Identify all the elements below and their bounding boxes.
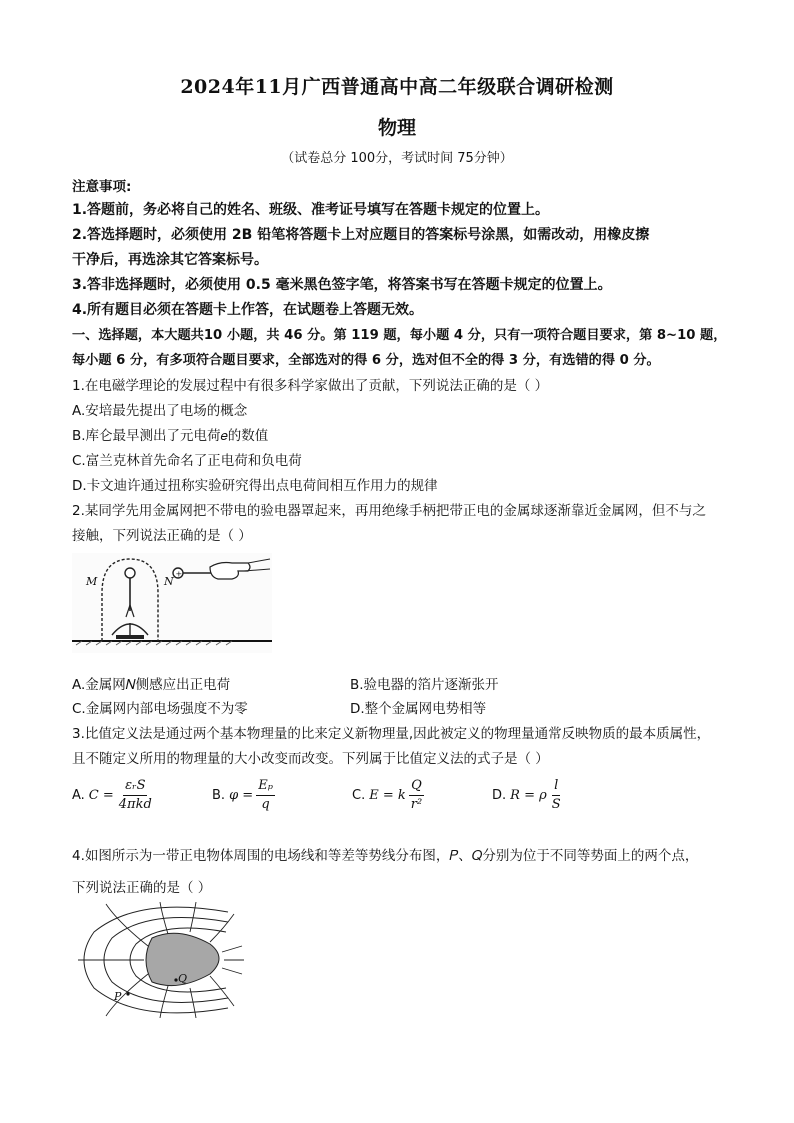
denominator: S [551, 797, 561, 812]
formula-lhs: φ = [229, 788, 254, 803]
question-3-option-c [352, 778, 427, 813]
denominator: r² [410, 797, 423, 812]
question-1-option-d: D.卡文迪许通过扭称实验研究得出点电荷间相互作用力的规律 [72, 478, 438, 494]
question-2-stem-line1: 2.某同学先用金属网把不带电的验电器罩起来，再用绝缘手柄把带正电的金属球逐渐靠近金属网，但不与之 [72, 503, 706, 519]
denominator: q [261, 797, 270, 812]
question-4-stem-line1: 4.如图所示为一带正电物体周围的电场线和等差等势线分布图，𝑃、𝑄分别为位于不同等势面上的两个点， [72, 848, 699, 864]
question-1-stem: 1.在电磁学理论的发展过程中有很多科学家做出了贡献，下列说法正确的是（ ） [72, 378, 549, 394]
label-q: Q [178, 972, 188, 985]
notices-heading: 注意事项: [72, 179, 132, 195]
numerator: Eₚ [256, 778, 275, 796]
formula-lhs: R = ρ [510, 788, 547, 803]
numerator: εᵣS [123, 778, 147, 796]
formula-fraction [256, 778, 275, 813]
question-2-stem-line2: 接触，下列说法正确的是（ ） [72, 528, 252, 544]
formula-fraction [409, 778, 424, 813]
numerator: Q [409, 778, 424, 796]
notice-item: 2.答选择题时，必须使用 2B 铅笔将答题卡上对应题目的答案标号涂黑，如需改动，用橡皮擦 [72, 227, 650, 243]
formula-lhs: C = [88, 788, 114, 803]
question-3-stem-line1: 3.比值定义法是通过两个基本物理量的比来定义新物理量,因此被定义的物理量通常反映物质的最本质属性， [72, 726, 711, 742]
numerator: l [552, 778, 560, 796]
question-2-option-b: B.验电器的箔片逐渐张开 [350, 677, 499, 693]
section-instructions-line1: 一、选择题，本大题共10 小题，共 46 分。第 119 题，每小题 4 分，只有一项符合题目要求，第 8~10 题， [72, 328, 727, 343]
question-3-option-d [492, 778, 566, 813]
electroscope-figure [72, 553, 272, 653]
question-1-option-b: B.库仑最早测出了元电荷𝑒的数值 [72, 428, 269, 444]
question-3-option-a [72, 778, 157, 813]
question-1-option-c: C.富兰克林首先命名了正电荷和负电荷 [72, 453, 302, 469]
notice-item: 1.答题前，务必将自己的姓名、班级、准考证号填写在答题卡规定的位置上。 [72, 202, 550, 218]
notice-item: 4.所有题目必须在答题卡上作答，在试题卷上答题无效。 [72, 302, 424, 318]
question-2-option-d: D.整个金属网电势相等 [350, 701, 487, 717]
option-label: A. [72, 788, 85, 803]
question-2-option-c: C.金属网内部电场强度不为零 [72, 701, 248, 717]
denominator: 4πkd [118, 797, 152, 812]
option-label: C. [352, 788, 366, 803]
question-1-option-a: A.安培最先提出了电场的概念 [72, 403, 248, 419]
subject-title: 物理 [377, 117, 416, 139]
label-m: M [86, 575, 98, 588]
exam-note: （试卷总分 100分，考试时间 75分钟） [281, 151, 513, 166]
label-p: P [114, 990, 122, 1003]
question-4-stem-line2: 下列说法正确的是（ ） [72, 880, 212, 896]
svg-text:+: + [175, 569, 183, 579]
notice-item: 3.答非选择题时，必须使用 0.5 毫米黑色签字笔，将答案书写在答题卡规定的位置上。 [72, 277, 612, 293]
question-3-option-b [212, 778, 278, 813]
option-label: B. [212, 788, 226, 803]
exam-title: 2024年11月广西普通高中高二年级联合调研检测 [180, 76, 614, 98]
section-instructions-line2: 每小题 6 分，有多项符合题目要求，全部选对的得 6 分，选对但不全的得 3 分，有选错的得 0 分。 [72, 353, 660, 368]
question-2-option-a: A.金属网𝑁侧感应出正电荷 [72, 677, 231, 693]
electric-field-figure [78, 902, 244, 1018]
question-3-stem-line2: 且不随定义所用的物理量的大小改变而改变。下列属于比值定义法的式子是（ ） [72, 751, 549, 767]
option-label: D. [492, 788, 507, 803]
formula-fraction [550, 778, 563, 813]
formula-fraction [117, 778, 154, 813]
label-n: N [164, 575, 174, 588]
notice-item: 干净后，再选涂其它答案标号。 [72, 252, 268, 268]
formula-lhs: E = k [369, 788, 406, 803]
